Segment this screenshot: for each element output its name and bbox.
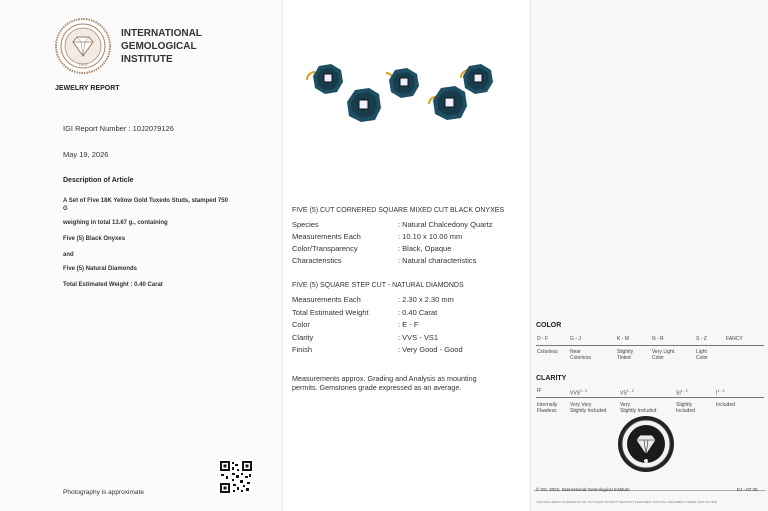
clarity-desc: Very Very Slightly Included — [570, 402, 607, 414]
clarity-desc: Internally Flawless — [537, 402, 558, 414]
color-desc: Colorless — [537, 349, 558, 355]
igi-seal-logo — [55, 18, 111, 74]
tuxedo-studs-photo — [301, 60, 501, 132]
color-desc: Slightly Tinted — [617, 349, 634, 361]
left-panel — [0, 0, 282, 511]
clarity-scale-title: CLARITY — [536, 375, 567, 382]
clarity-grade: SI$^{1 - 2}$ — [676, 389, 688, 397]
note-line-1: Measurements approx. Grading and Analysis as mounting — [292, 374, 477, 383]
report-type: JEWELRY REPORT — [55, 85, 120, 92]
clarity-desc-row — [536, 402, 766, 416]
color-grade: S - Z — [696, 336, 707, 342]
clarity-desc: Included — [716, 402, 735, 408]
copyright: © IGI, 2022, International Gemological Institute — [536, 487, 630, 492]
color-scale-line — [536, 345, 764, 346]
description-title: Description of Article — [63, 177, 134, 184]
description-line-1b: G — [63, 206, 68, 212]
description-line-4: and — [63, 252, 74, 258]
clarity-grade: VS$^{1 - 2}$ — [620, 389, 634, 397]
diamond-table — [292, 295, 527, 358]
color-grade: FANCY — [726, 336, 743, 342]
org-line-3: INSTITUTE — [121, 54, 173, 65]
onyx-row: Measurements Each : 10.10 x 10.00 mm — [292, 232, 463, 241]
color-desc: Very Light Color — [652, 349, 675, 361]
color-scale-title: COLOR — [536, 322, 562, 329]
org-name — [121, 27, 202, 66]
description-line-1: A Set of Five 18K Yellow Gold Tuxedo Studs, stamped 750 — [63, 198, 228, 204]
igi-hologram-seal — [617, 415, 675, 473]
description-line-2: weighing in total 13.67 g., containing — [63, 220, 168, 226]
note-line-2: permits. Gemstones grade expressed as an average. — [292, 383, 462, 392]
diamond-row: Clarity : VVS - VS1 — [292, 332, 439, 342]
form-code: EJ - 07.25 — [737, 487, 758, 492]
clarity-grade: $I^{1 - 3}$ — [716, 389, 725, 397]
grading-notes — [292, 374, 530, 392]
color-desc-row — [536, 349, 766, 363]
clarity-grade: IF — [537, 388, 542, 394]
onyx-title: FIVE (5) CUT CORNERED SQUARE MIXED CUT BLACK ONYXES — [292, 207, 505, 214]
description-line-3: Five (5) Black Onyxes — [63, 236, 126, 242]
photo-note: Photography is approximate — [63, 489, 144, 496]
clarity-scale-line — [536, 397, 764, 398]
color-grade: K - M — [617, 336, 629, 342]
diamond-row: Finish : Very Good - Good — [292, 345, 463, 354]
color-desc: Light Color — [696, 349, 708, 361]
diamond-row: Total Estimated Weight : 0.40 Carat — [292, 307, 438, 317]
clarity-grade: VVS$^{1 - 2}$ — [570, 389, 588, 397]
onyx-row: Color/Transparency : Black, Opaque — [292, 244, 452, 253]
qr-code[interactable] — [219, 460, 253, 494]
description-line-5: Five (5) Natural Diamonds — [63, 266, 138, 272]
right-panel — [530, 0, 768, 511]
fine-print: THIS DOCUMENT IS ISSUED BY IGI. NOT VALID WITHOUT SECURITY FEATURES. FOR FULL DOCUMENT TERMS VISIT IGI.ORG — [536, 500, 718, 504]
color-desc: Near Colorless — [570, 349, 591, 361]
onyx-table — [292, 220, 527, 268]
org-line-2: GEMOLOGICAL — [121, 41, 197, 52]
color-grade: G - J — [570, 336, 581, 342]
onyx-row: Characteristics : Natural characteristics — [292, 256, 477, 265]
org-line-1: INTERNATIONAL — [121, 28, 202, 39]
diamond-row: Color : E - F — [292, 320, 419, 329]
middle-panel — [282, 0, 531, 511]
clarity-desc: Very Slightly Included — [620, 402, 657, 414]
svg-text:1975: 1975 — [78, 62, 88, 67]
diamond-row: Measurements Each : 2.30 x 2.30 mm — [292, 295, 454, 304]
color-grade: N - R — [652, 336, 664, 342]
report-date: May 19, 2026 — [63, 150, 109, 159]
color-grade: D - F — [537, 336, 549, 342]
onyx-row: Species : Natural Chalcedony Quartz — [292, 220, 493, 229]
report-number: IGI Report Number : 10J2079126 — [63, 124, 174, 133]
clarity-desc: Slightly Included — [676, 402, 695, 414]
description-line-6: Total Estimated Weight : 0.40 Carat — [63, 282, 163, 288]
diamond-title: FIVE (5) SQUARE STEP CUT - NATURAL DIAMONDS — [292, 282, 464, 289]
